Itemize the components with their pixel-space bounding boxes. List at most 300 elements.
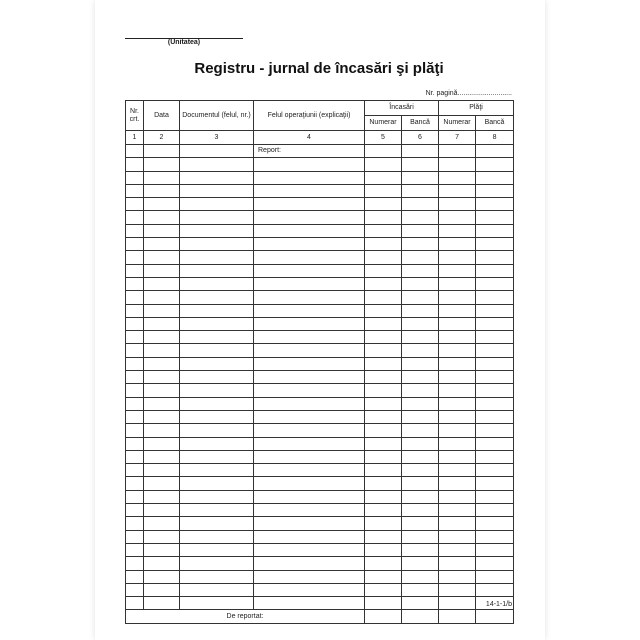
table-cell[interactable] <box>180 450 254 463</box>
table-cell[interactable] <box>439 317 476 330</box>
table-cell[interactable] <box>439 543 476 556</box>
table-cell[interactable] <box>476 557 514 570</box>
table-cell[interactable] <box>180 357 254 370</box>
table-cell[interactable] <box>476 477 514 490</box>
table-cell[interactable] <box>144 597 180 610</box>
table-cell[interactable] <box>402 291 439 304</box>
table-cell[interactable] <box>476 437 514 450</box>
table-cell[interactable] <box>365 384 402 397</box>
table-cell[interactable] <box>402 543 439 556</box>
table-cell[interactable] <box>126 543 144 556</box>
table-cell[interactable] <box>365 450 402 463</box>
table-cell[interactable] <box>180 344 254 357</box>
table-cell[interactable] <box>254 543 365 556</box>
table-cell[interactable] <box>180 317 254 330</box>
table-cell[interactable] <box>439 145 476 158</box>
table-cell[interactable] <box>180 238 254 251</box>
table-cell[interactable] <box>180 477 254 490</box>
column-number: 5 <box>365 131 402 145</box>
table-cell[interactable] <box>254 437 365 450</box>
table-cell[interactable] <box>476 251 514 264</box>
table-cell[interactable] <box>365 145 402 158</box>
table-cell[interactable] <box>402 171 439 184</box>
table-cell[interactable] <box>439 238 476 251</box>
table-cell[interactable] <box>254 171 365 184</box>
table-cell[interactable] <box>439 158 476 171</box>
header-operatie <box>254 101 365 131</box>
table-cell[interactable] <box>402 437 439 450</box>
table-cell[interactable] <box>126 357 144 370</box>
table-cell[interactable] <box>254 490 365 503</box>
table-cell[interactable] <box>180 291 254 304</box>
table-cell[interactable] <box>476 450 514 463</box>
table-cell[interactable] <box>439 264 476 277</box>
table-row <box>126 570 514 583</box>
table-cell[interactable] <box>439 530 476 543</box>
table-cell[interactable] <box>126 437 144 450</box>
page-title: Registru - jurnal de încasări şi plăţi <box>194 60 444 77</box>
report-cell[interactable]: Report: <box>254 145 365 158</box>
table-cell[interactable] <box>439 211 476 224</box>
table-cell[interactable] <box>439 583 476 596</box>
table-cell[interactable] <box>402 357 439 370</box>
table-cell[interactable] <box>126 410 144 423</box>
table-cell[interactable] <box>254 331 365 344</box>
table-cell[interactable] <box>476 331 514 344</box>
table-cell[interactable] <box>144 450 180 463</box>
table-cell[interactable] <box>439 410 476 423</box>
table-cell[interactable] <box>402 371 439 384</box>
table-cell[interactable] <box>254 583 365 596</box>
table-cell[interactable] <box>254 517 365 530</box>
table-cell[interactable] <box>144 357 180 370</box>
table-cell[interactable] <box>144 371 180 384</box>
table-cell[interactable] <box>402 238 439 251</box>
table-row <box>126 424 514 437</box>
table-cell[interactable] <box>402 211 439 224</box>
table-cell[interactable] <box>126 238 144 251</box>
table-cell[interactable] <box>144 397 180 410</box>
table-cell[interactable] <box>144 477 180 490</box>
table-cell[interactable] <box>365 198 402 211</box>
table-cell[interactable] <box>402 530 439 543</box>
table-cell[interactable] <box>476 384 514 397</box>
table-cell[interactable] <box>126 145 144 158</box>
table-cell[interactable] <box>402 251 439 264</box>
footer-cell[interactable] <box>402 610 439 624</box>
table-row <box>126 490 514 503</box>
table-cell[interactable] <box>402 464 439 477</box>
table-cell[interactable] <box>254 557 365 570</box>
table-cell[interactable] <box>180 158 254 171</box>
table-cell[interactable] <box>402 517 439 530</box>
table-cell[interactable] <box>144 410 180 423</box>
table-cell[interactable] <box>365 184 402 197</box>
table-cell[interactable] <box>254 464 365 477</box>
table-cell[interactable] <box>402 597 439 610</box>
footer-label: De reportat: <box>126 610 365 624</box>
table-cell[interactable] <box>365 251 402 264</box>
table-cell[interactable] <box>126 570 144 583</box>
table-cell[interactable] <box>126 517 144 530</box>
table-cell[interactable] <box>144 304 180 317</box>
table-cell[interactable] <box>439 397 476 410</box>
table-cell[interactable] <box>365 158 402 171</box>
table-cell[interactable] <box>254 597 365 610</box>
table-cell[interactable] <box>476 397 514 410</box>
table-cell[interactable] <box>365 357 402 370</box>
table-cell[interactable] <box>180 145 254 158</box>
table-cell[interactable] <box>365 597 402 610</box>
table-cell[interactable] <box>180 557 254 570</box>
table-cell[interactable] <box>126 264 144 277</box>
table-cell[interactable] <box>144 291 180 304</box>
table-cell[interactable] <box>254 384 365 397</box>
table-cell[interactable] <box>254 477 365 490</box>
table-cell[interactable] <box>476 570 514 583</box>
table-row <box>126 344 514 357</box>
table-cell[interactable] <box>402 450 439 463</box>
table-cell[interactable] <box>180 397 254 410</box>
table-cell[interactable] <box>476 145 514 158</box>
table-cell[interactable] <box>180 331 254 344</box>
table-cell[interactable] <box>180 277 254 290</box>
table-cell[interactable] <box>476 291 514 304</box>
table-cell[interactable] <box>402 557 439 570</box>
table-cell[interactable] <box>144 251 180 264</box>
table-row <box>126 264 514 277</box>
table-cell[interactable] <box>254 158 365 171</box>
table-cell[interactable] <box>144 158 180 171</box>
table-cell[interactable] <box>365 224 402 237</box>
table-cell[interactable] <box>439 171 476 184</box>
table-cell[interactable] <box>476 304 514 317</box>
table-cell[interactable] <box>439 184 476 197</box>
table-cell[interactable] <box>126 384 144 397</box>
table-cell[interactable] <box>126 211 144 224</box>
table-cell[interactable] <box>402 344 439 357</box>
table-cell[interactable] <box>476 583 514 596</box>
table-cell[interactable] <box>402 570 439 583</box>
table-cell[interactable] <box>254 211 365 224</box>
footer-cell[interactable] <box>439 610 476 624</box>
table-cell[interactable] <box>180 251 254 264</box>
table-cell[interactable] <box>439 477 476 490</box>
table-cell[interactable] <box>254 317 365 330</box>
table-cell[interactable] <box>180 424 254 437</box>
table-cell[interactable] <box>144 264 180 277</box>
table-cell[interactable] <box>254 344 365 357</box>
table-cell[interactable] <box>365 543 402 556</box>
table-cell[interactable] <box>476 344 514 357</box>
table-cell[interactable] <box>254 304 365 317</box>
table-cell[interactable] <box>365 344 402 357</box>
table-cell[interactable] <box>439 291 476 304</box>
table-cell[interactable] <box>126 184 144 197</box>
table-cell[interactable] <box>126 397 144 410</box>
table-cell[interactable] <box>144 517 180 530</box>
table-cell[interactable] <box>180 171 254 184</box>
table-cell[interactable] <box>180 198 254 211</box>
table-cell[interactable] <box>402 158 439 171</box>
table-cell[interactable] <box>144 543 180 556</box>
table-cell[interactable] <box>254 410 365 423</box>
table-cell[interactable] <box>365 437 402 450</box>
table-row <box>126 397 514 410</box>
table-cell[interactable] <box>402 331 439 344</box>
table-cell[interactable] <box>439 277 476 290</box>
table-cell[interactable] <box>126 171 144 184</box>
table-cell[interactable] <box>476 317 514 330</box>
table-cell[interactable] <box>439 517 476 530</box>
table-cell[interactable] <box>180 410 254 423</box>
table-cell[interactable] <box>126 450 144 463</box>
table-cell[interactable] <box>365 211 402 224</box>
table-cell[interactable] <box>126 490 144 503</box>
table-cell[interactable] <box>144 317 180 330</box>
table-cell[interactable] <box>402 277 439 290</box>
table-cell[interactable] <box>365 171 402 184</box>
table-cell[interactable] <box>126 317 144 330</box>
table-cell[interactable] <box>126 464 144 477</box>
table-cell[interactable] <box>365 238 402 251</box>
header-nr-crt <box>126 101 144 131</box>
table-row <box>126 251 514 264</box>
table-cell[interactable] <box>180 583 254 596</box>
table-cell[interactable] <box>254 198 365 211</box>
table-cell[interactable] <box>365 277 402 290</box>
table-cell[interactable] <box>365 490 402 503</box>
table-cell[interactable] <box>439 570 476 583</box>
table-cell[interactable] <box>254 450 365 463</box>
table-cell[interactable] <box>126 277 144 290</box>
table-cell[interactable] <box>476 530 514 543</box>
table-cell[interactable] <box>254 371 365 384</box>
table-cell[interactable] <box>476 371 514 384</box>
table-cell[interactable] <box>254 570 365 583</box>
table-cell[interactable] <box>180 304 254 317</box>
table-cell[interactable] <box>365 570 402 583</box>
table-cell[interactable] <box>254 251 365 264</box>
table-cell[interactable] <box>144 198 180 211</box>
table-cell[interactable] <box>439 331 476 344</box>
footer-cell[interactable] <box>476 610 514 624</box>
table-cell[interactable] <box>180 570 254 583</box>
table-cell[interactable] <box>439 357 476 370</box>
table-cell[interactable] <box>476 184 514 197</box>
table-cell[interactable] <box>402 198 439 211</box>
table-cell[interactable] <box>254 357 365 370</box>
table-cell[interactable] <box>476 171 514 184</box>
table-cell[interactable] <box>476 198 514 211</box>
table-cell[interactable] <box>180 264 254 277</box>
table-cell[interactable] <box>144 437 180 450</box>
table-cell[interactable] <box>476 211 514 224</box>
table-cell[interactable] <box>402 304 439 317</box>
table-cell[interactable] <box>476 517 514 530</box>
table-cell[interactable] <box>365 317 402 330</box>
table-cell[interactable] <box>476 224 514 237</box>
table-cell[interactable] <box>254 397 365 410</box>
table-cell[interactable] <box>476 264 514 277</box>
table-cell[interactable] <box>144 504 180 517</box>
table-cell[interactable] <box>144 583 180 596</box>
table-cell[interactable] <box>126 291 144 304</box>
table-cell[interactable] <box>402 424 439 437</box>
table-cell[interactable] <box>476 410 514 423</box>
table-cell[interactable] <box>144 344 180 357</box>
table-cell[interactable] <box>180 224 254 237</box>
table-cell[interactable] <box>402 583 439 596</box>
table-cell[interactable] <box>439 304 476 317</box>
table-cell[interactable] <box>126 530 144 543</box>
table-cell[interactable] <box>144 331 180 344</box>
table-cell[interactable] <box>180 597 254 610</box>
table-cell[interactable] <box>365 424 402 437</box>
table-cell[interactable] <box>365 583 402 596</box>
table-cell[interactable] <box>144 490 180 503</box>
table-cell[interactable] <box>254 424 365 437</box>
table-cell[interactable] <box>439 490 476 503</box>
table-cell[interactable] <box>254 184 365 197</box>
table-cell[interactable] <box>365 331 402 344</box>
table-cell[interactable] <box>365 397 402 410</box>
table-cell[interactable] <box>180 184 254 197</box>
table-cell[interactable] <box>254 504 365 517</box>
table-cell[interactable] <box>439 344 476 357</box>
table-cell[interactable] <box>365 530 402 543</box>
table-cell[interactable] <box>180 211 254 224</box>
table-cell[interactable] <box>402 477 439 490</box>
footer-cell[interactable] <box>365 610 402 624</box>
table-cell[interactable] <box>126 251 144 264</box>
table-cell[interactable] <box>476 277 514 290</box>
table-cell[interactable] <box>402 317 439 330</box>
table-cell[interactable] <box>365 517 402 530</box>
table-row <box>126 530 514 543</box>
table-cell[interactable] <box>402 264 439 277</box>
table-cell[interactable] <box>476 357 514 370</box>
table-cell[interactable] <box>180 464 254 477</box>
table-cell[interactable] <box>254 291 365 304</box>
table-cell[interactable] <box>144 145 180 158</box>
table-cell[interactable] <box>476 238 514 251</box>
table-cell[interactable] <box>402 490 439 503</box>
table-cell[interactable] <box>126 597 144 610</box>
table-row <box>126 357 514 370</box>
table-cell[interactable] <box>126 504 144 517</box>
table-cell[interactable] <box>144 384 180 397</box>
table-cell[interactable] <box>476 424 514 437</box>
table-cell[interactable] <box>402 145 439 158</box>
table-cell[interactable] <box>476 490 514 503</box>
table-cell[interactable] <box>126 583 144 596</box>
table-cell[interactable] <box>402 224 439 237</box>
table-cell[interactable] <box>126 224 144 237</box>
table-cell[interactable] <box>126 424 144 437</box>
table-cell[interactable] <box>439 424 476 437</box>
table-cell[interactable] <box>365 410 402 423</box>
table-cell[interactable] <box>439 224 476 237</box>
table-cell[interactable] <box>365 504 402 517</box>
table-cell[interactable] <box>180 384 254 397</box>
table-cell[interactable] <box>144 211 180 224</box>
table-cell[interactable] <box>439 450 476 463</box>
table-cell[interactable] <box>126 198 144 211</box>
table-cell[interactable] <box>144 224 180 237</box>
table-cell[interactable] <box>476 504 514 517</box>
table-cell[interactable] <box>126 304 144 317</box>
table-cell[interactable] <box>126 158 144 171</box>
table-cell[interactable] <box>402 504 439 517</box>
table-cell[interactable] <box>402 397 439 410</box>
table-cell[interactable] <box>365 464 402 477</box>
table-cell[interactable] <box>126 344 144 357</box>
table-cell[interactable] <box>476 464 514 477</box>
table-cell[interactable] <box>254 238 365 251</box>
table-cell[interactable] <box>180 530 254 543</box>
table-cell[interactable] <box>180 543 254 556</box>
table-cell[interactable] <box>402 384 439 397</box>
table-cell[interactable] <box>402 184 439 197</box>
table-cell[interactable] <box>365 264 402 277</box>
table-cell[interactable] <box>365 371 402 384</box>
table-cell[interactable] <box>144 557 180 570</box>
table-cell[interactable] <box>180 490 254 503</box>
table-cell[interactable] <box>126 331 144 344</box>
table-cell[interactable] <box>180 517 254 530</box>
table-cell[interactable] <box>126 557 144 570</box>
table-cell[interactable] <box>254 530 365 543</box>
table-cell[interactable] <box>180 504 254 517</box>
table-cell[interactable] <box>365 477 402 490</box>
table-cell[interactable] <box>439 557 476 570</box>
table-cell[interactable] <box>365 557 402 570</box>
table-cell[interactable] <box>144 184 180 197</box>
table-row <box>126 184 514 197</box>
table-cell[interactable] <box>180 371 254 384</box>
table-cell[interactable] <box>126 371 144 384</box>
table-cell[interactable] <box>439 371 476 384</box>
header-row-1 <box>126 101 514 116</box>
table-cell[interactable] <box>180 437 254 450</box>
table-cell[interactable] <box>439 384 476 397</box>
table-cell[interactable] <box>439 504 476 517</box>
table-cell[interactable] <box>254 224 365 237</box>
table-cell[interactable] <box>476 543 514 556</box>
table-row <box>126 304 514 317</box>
table-cell[interactable] <box>365 304 402 317</box>
table-cell[interactable] <box>126 477 144 490</box>
table-cell[interactable] <box>365 291 402 304</box>
table-cell[interactable] <box>144 464 180 477</box>
table-cell[interactable] <box>476 158 514 171</box>
table-cell[interactable] <box>144 171 180 184</box>
table-cell[interactable] <box>144 424 180 437</box>
table-cell[interactable] <box>439 251 476 264</box>
table-row <box>126 371 514 384</box>
table-cell[interactable] <box>254 277 365 290</box>
table-cell[interactable] <box>144 277 180 290</box>
table-cell[interactable] <box>254 264 365 277</box>
table-cell[interactable] <box>144 570 180 583</box>
table-cell[interactable] <box>144 530 180 543</box>
table-cell[interactable] <box>144 238 180 251</box>
table-cell[interactable] <box>439 437 476 450</box>
table-cell[interactable] <box>402 410 439 423</box>
table-cell[interactable] <box>439 464 476 477</box>
table-cell[interactable] <box>439 198 476 211</box>
